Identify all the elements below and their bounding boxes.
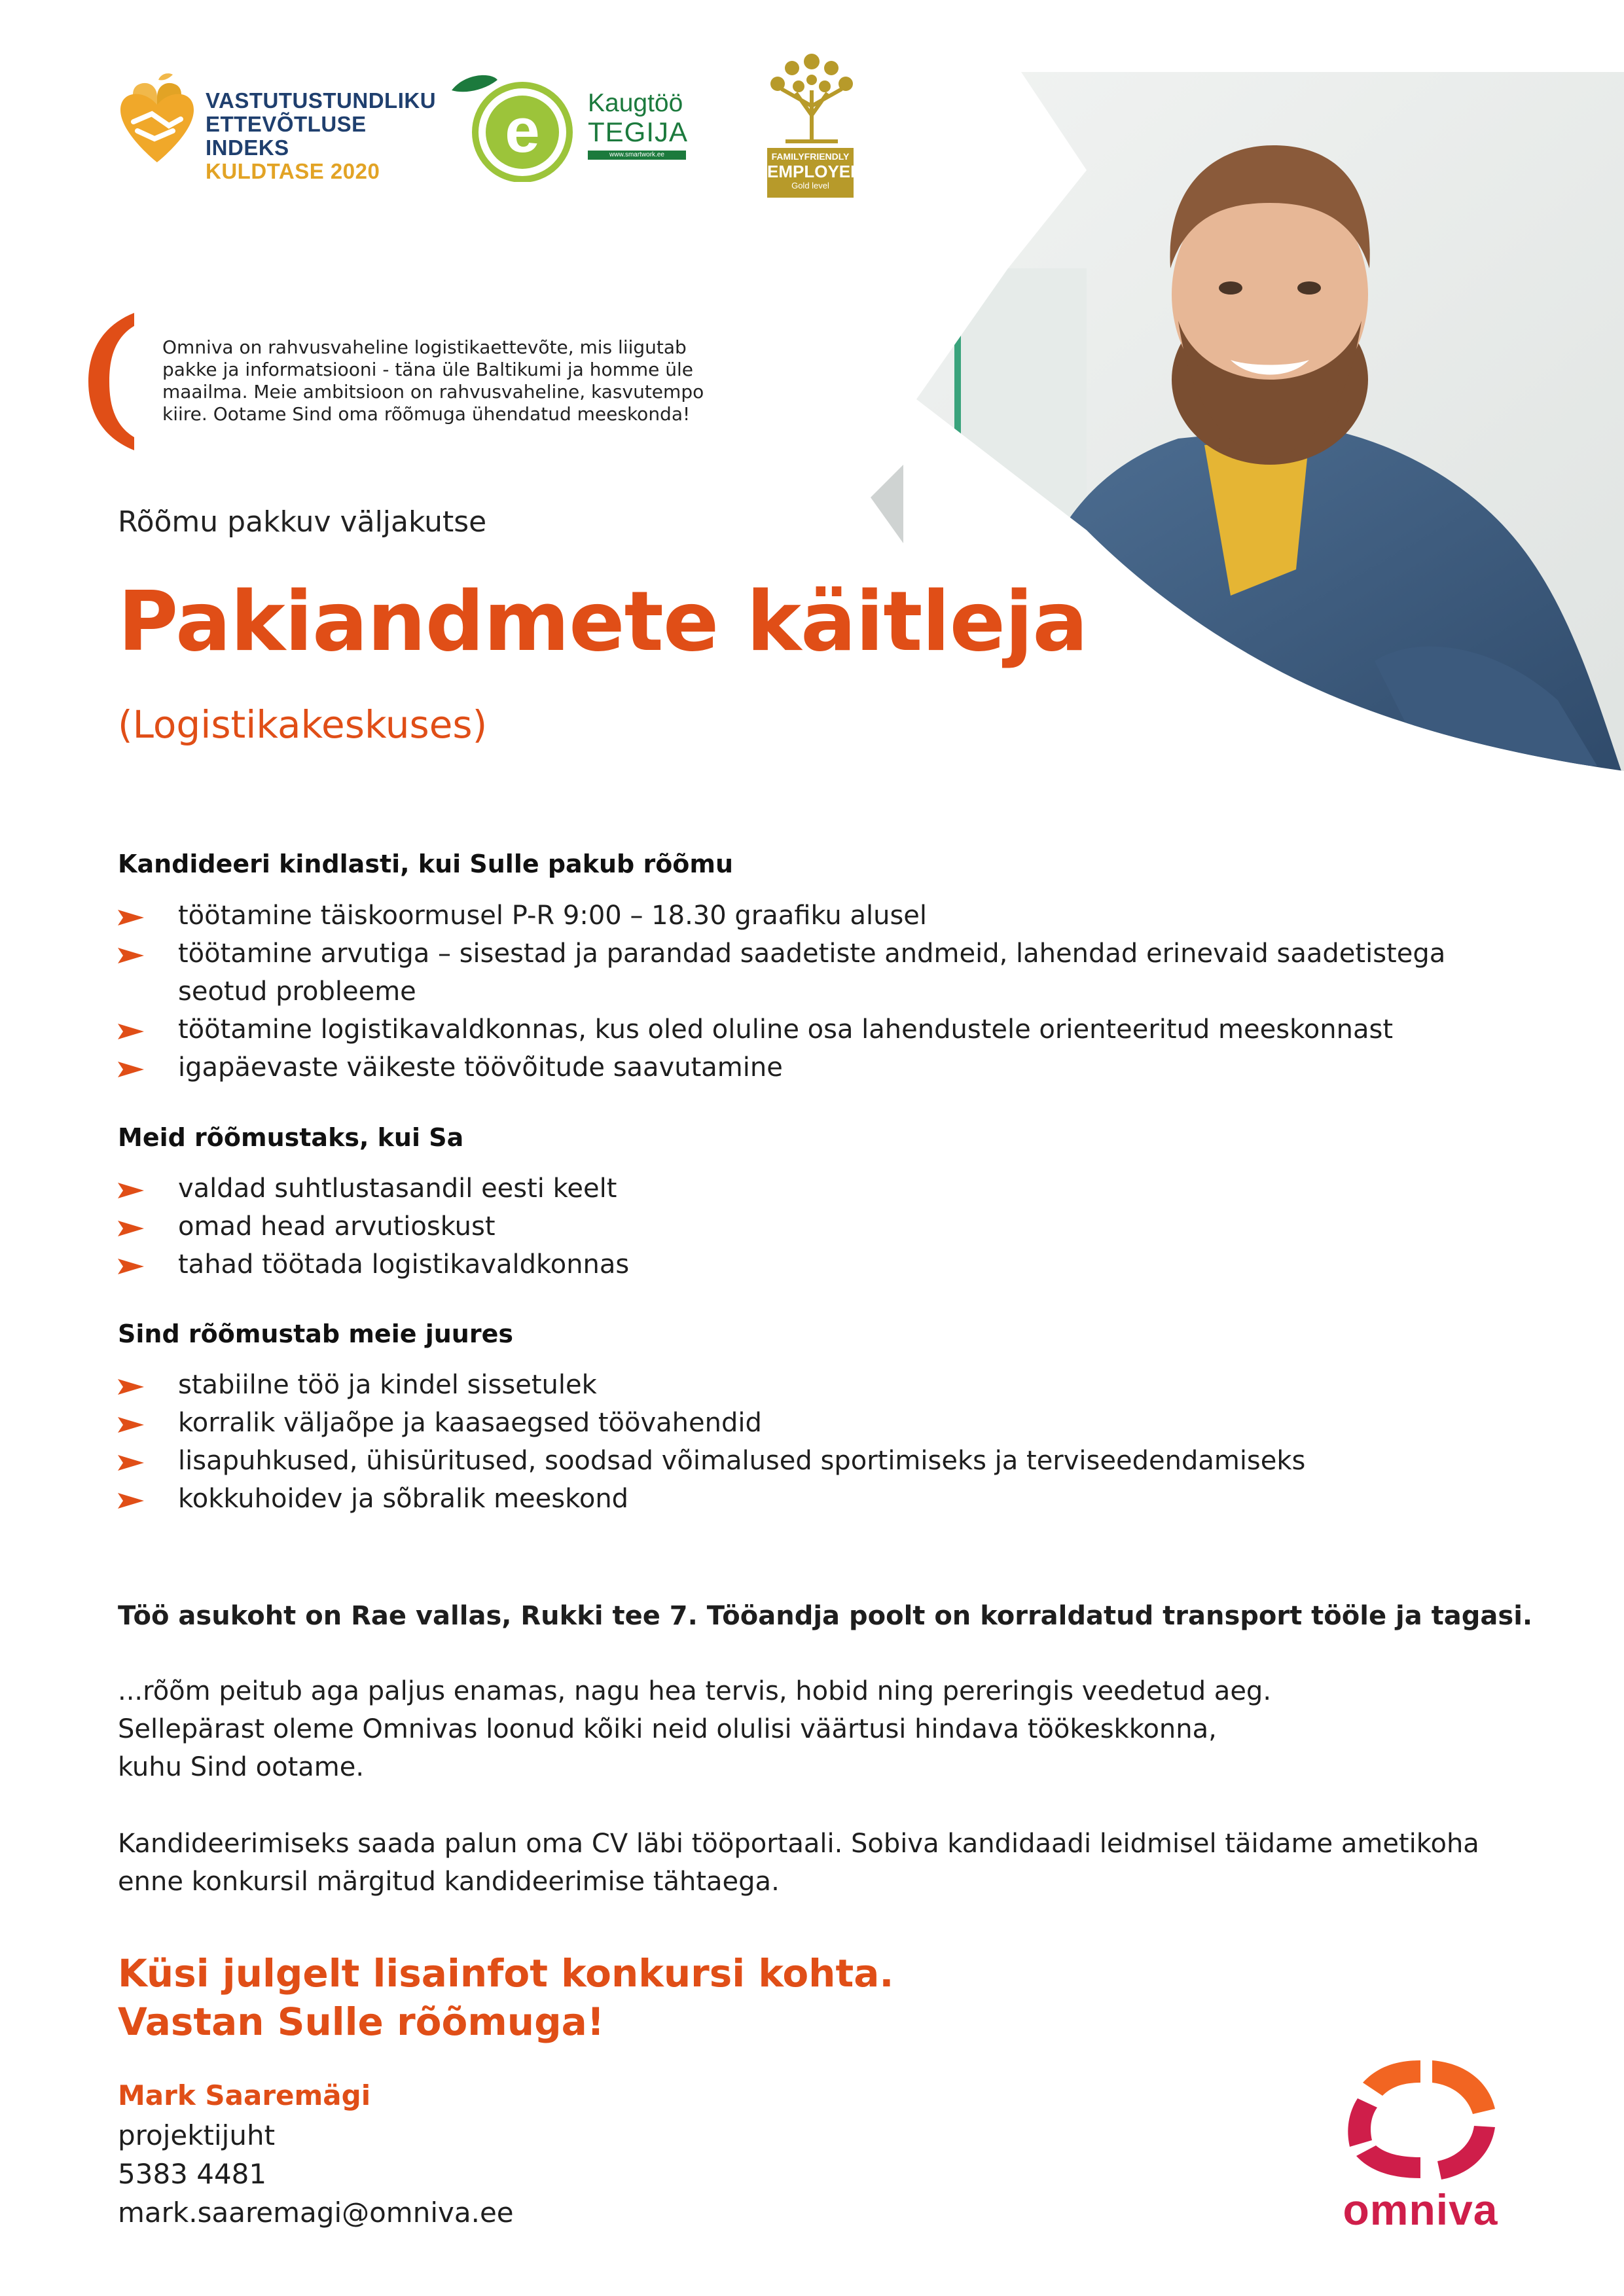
company-intro: Omniva on rahvusvaheline logistikaettevõte, mis liigutab pakke ja informatsiooni - täna üle Baltikumi ja homme üle maailma. Meie ambitsioon on rahvusvaheline, kasvutempo kiire. Ootame Sind oma rõõmuga ühendatud meeskonda! [162, 336, 704, 425]
badge-line: FAMILYFRIENDLY [771, 151, 850, 162]
list-item-text: lisapuhkused, ühisüritused, soodsad võimalused sportimiseks ja terviseedendamiseks [178, 1446, 1306, 1476]
bullet-list [118, 1366, 1479, 1518]
list-item [118, 1366, 1479, 1404]
list-item [118, 1011, 1479, 1049]
page-title: Pakiandmete käitleja [118, 573, 1088, 670]
badge-line: ETTEVÕTLUSE INDEKS [206, 112, 367, 160]
omniva-logo [1322, 2049, 1519, 2238]
e-leaf-logo-icon [445, 64, 576, 182]
badge-line: VASTUTUSTUNDLIKU [206, 88, 437, 113]
arrow-bullet-icon [118, 1454, 144, 1472]
list-item [118, 1480, 1479, 1518]
section-heading: Meid rõõmustaks, kui Sa [118, 1123, 464, 1152]
list-item [118, 1442, 1479, 1480]
badge-kaugtoo-tegija [445, 64, 694, 182]
list-item [118, 1170, 1479, 1208]
paragraph-line: Sellepärast oleme Omnivas loonud kõiki neid olulisi väärtusi hindava töökeskkonna, [118, 1714, 1217, 1744]
paragraph-line: Kandideerimiseks saada palun oma CV läbi tööportaali. Sobiva kandidaadi leidmisel täidame ametikoha [118, 1829, 1479, 1859]
list-item [118, 1246, 1479, 1283]
badge-responsible-business-index [118, 71, 437, 183]
list-item-text: korralik väljaõpe ja kaasaegsed töövahendid [178, 1408, 762, 1438]
page-subtitle: (Logistikakeskuses) [118, 702, 488, 747]
heart-handshake-icon [118, 71, 196, 169]
bullet-list [118, 1170, 1479, 1283]
badge-line: TEGIJA [588, 117, 689, 147]
contact-email[interactable]: mark.saaremagi@omniva.ee [118, 2197, 514, 2229]
svg-text:e: e [505, 96, 540, 166]
paragraph-line: ...rõõm peitub aga paljus enamas, nagu hea tervis, hobid ning pereringis veedetud aeg. [118, 1676, 1272, 1706]
cta-line: Vastan Sulle rõõmuga! [118, 2000, 605, 2044]
omniva-mark-icon [1322, 2049, 1519, 2179]
list-item-text: töötamine arvutiga – sisestad ja parandad saadetiste andmeid, lahendad erinevaid saadetistega seotud probleeme [178, 939, 1446, 1007]
page-kicker: Rõõmu pakkuv väljakutse [118, 505, 487, 539]
list-item-text: igapäevaste väikeste töövõitude saavutamine [178, 1052, 783, 1083]
list-item [118, 1208, 1479, 1246]
contact-name: Mark Saaremägi [118, 2079, 371, 2111]
list-item [118, 1404, 1479, 1442]
badge-line: Kaugtöö [588, 89, 683, 117]
badge-url: www.smartwork.ee [588, 151, 686, 160]
paragraph-line: enne konkursil märgitud kandideerimise tähtaega. [118, 1867, 780, 1897]
list-item-text: kokkuhoidev ja sõbralik meeskond [178, 1484, 629, 1514]
arrow-bullet-icon [118, 1022, 144, 1041]
intro-accent-arc [88, 313, 134, 450]
contact-phone[interactable]: 5383 4481 [118, 2158, 267, 2190]
list-item-text: stabiilne töö ja kindel sissetulek [178, 1370, 597, 1400]
badge-line: Gold level [791, 181, 829, 190]
list-item-text: tahad töötada logistikavaldkonnas [178, 1249, 630, 1280]
arrow-bullet-icon [118, 1416, 144, 1434]
arrow-bullet-icon [118, 1257, 144, 1276]
cta-line: Küsi julgelt lisainfot konkursi kohta. [118, 1951, 894, 1996]
bullet-list [118, 897, 1479, 1086]
badge-line: EMPLOYER [767, 162, 863, 181]
apply-paragraph [118, 1825, 1558, 1901]
badge-line: KULDTASE 2020 [206, 159, 380, 183]
call-to-action [118, 1949, 893, 2046]
list-item [118, 1049, 1479, 1086]
joy-paragraph [118, 1672, 1558, 1786]
location-paragraph: Töö asukoht on Rae vallas, Rukki tee 7. Tööandja poolt on korraldatud transport tööle ja tagasi. [118, 1601, 1533, 1631]
arrow-bullet-icon [118, 1219, 144, 1238]
list-item [118, 897, 1479, 935]
list-item-text: omad head arvutioskust [178, 1211, 496, 1242]
arrow-bullet-icon [118, 1492, 144, 1510]
arrow-bullet-icon [118, 908, 144, 927]
omniva-wordmark: omniva [1343, 2185, 1498, 2234]
hero-photo [812, 72, 1624, 779]
list-item-text: valdad suhtlustasandil eesti keelt [178, 1174, 617, 1204]
section-heading: Sind rõõmustab meie juures [118, 1319, 513, 1348]
list-item-text: töötamine logistikavaldkonnas, kus oled oluline osa lahendustele orienteeritud meeskonnast [178, 1014, 1393, 1045]
paragraph-line: kuhu Sind ootame. [118, 1752, 365, 1782]
arrow-bullet-icon [118, 946, 144, 965]
arrow-bullet-icon [118, 1060, 144, 1079]
contact-role: projektijuht [118, 2119, 276, 2151]
arrow-bullet-icon [118, 1181, 144, 1200]
list-item [118, 935, 1479, 1011]
section-heading: Kandideeri kindlasti, kui Sulle pakub rõõmu [118, 850, 734, 878]
arrow-bullet-icon [118, 1378, 144, 1396]
list-item-text: töötamine täiskoormusel P-R 9:00 – 18.30 graafiku alusel [178, 901, 928, 931]
